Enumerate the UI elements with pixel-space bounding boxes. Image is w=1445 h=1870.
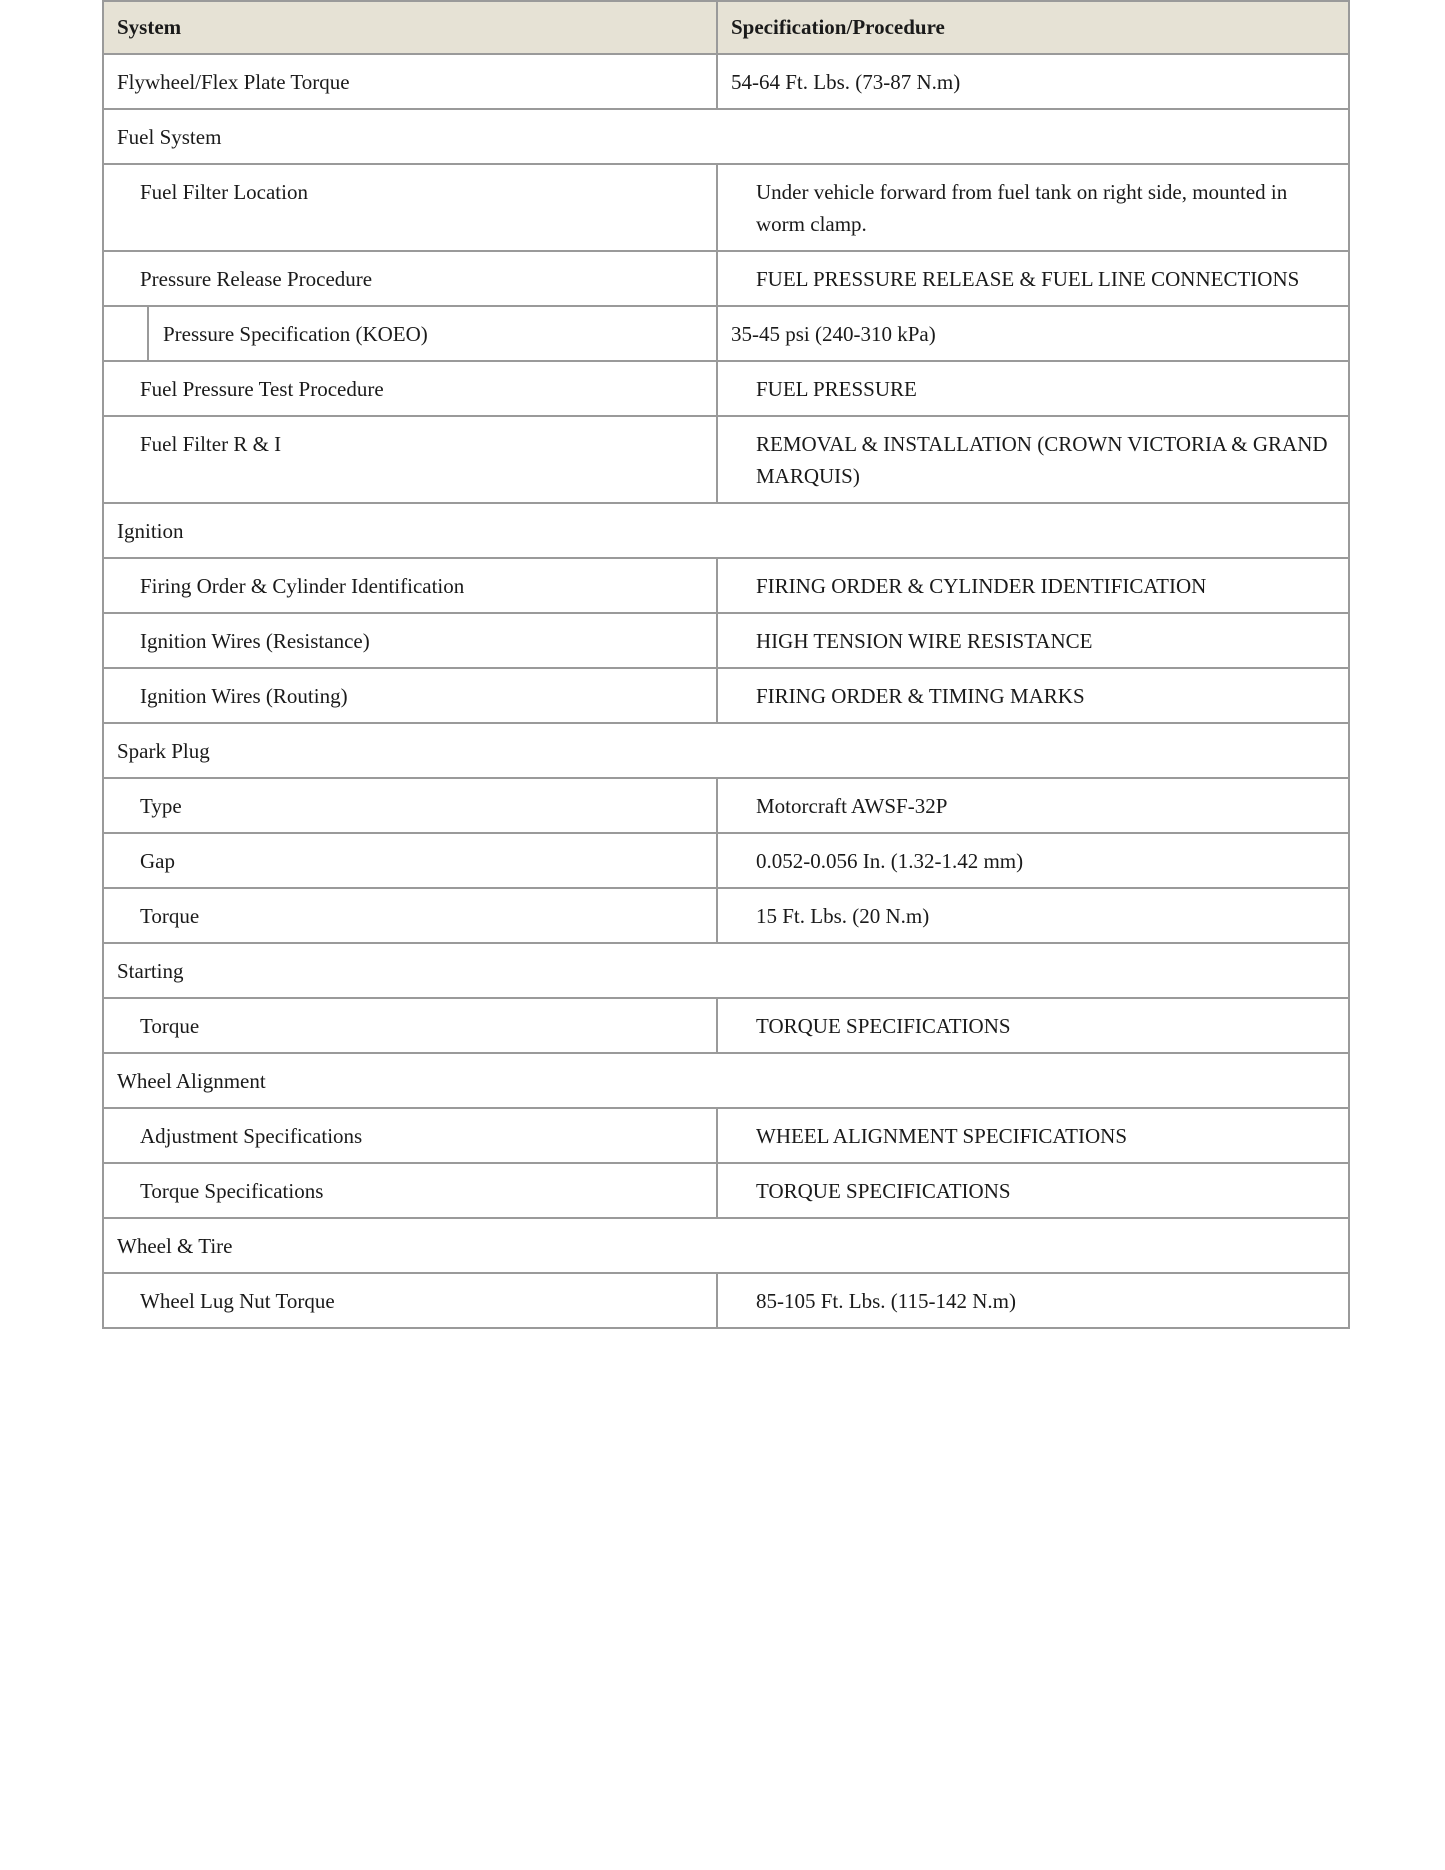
specification-cell: FIRING ORDER & TIMING MARKS — [717, 668, 1349, 723]
group-label: Spark Plug — [103, 723, 1349, 778]
group-row — [103, 109, 1349, 164]
table-row — [103, 668, 1349, 723]
system-cell: Fuel Filter Location — [103, 164, 717, 251]
specification-cell: 54-64 Ft. Lbs. (73-87 N.m) — [717, 54, 1349, 109]
group-row — [103, 943, 1349, 998]
table-row — [103, 888, 1349, 943]
system-cell: Adjustment Specifications — [103, 1108, 717, 1163]
group-label: Fuel System — [103, 109, 1349, 164]
indent-spacer — [104, 307, 149, 360]
group-label: Ignition — [103, 503, 1349, 558]
system-cell — [103, 306, 717, 361]
table-row — [103, 306, 1349, 361]
table-row — [103, 361, 1349, 416]
specification-cell: FUEL PRESSURE — [717, 361, 1349, 416]
group-label: Wheel & Tire — [103, 1218, 1349, 1273]
table-row — [103, 1108, 1349, 1163]
table-row — [103, 833, 1349, 888]
specification-cell: 35-45 psi (240-310 kPa) — [717, 306, 1349, 361]
group-label: Wheel Alignment — [103, 1053, 1349, 1108]
system-cell: Fuel Filter R & I — [103, 416, 717, 503]
specification-cell: 15 Ft. Lbs. (20 N.m) — [717, 888, 1349, 943]
table-row — [103, 558, 1349, 613]
table-row — [103, 416, 1349, 503]
system-cell: Torque — [103, 998, 717, 1053]
table-row — [103, 1273, 1349, 1328]
system-cell: Pressure Release Procedure — [103, 251, 717, 306]
system-cell: Wheel Lug Nut Torque — [103, 1273, 717, 1328]
system-cell: Torque — [103, 888, 717, 943]
specification-cell: REMOVAL & INSTALLATION (CROWN VICTORIA & GRAND MARQUIS) — [717, 416, 1349, 503]
specification-table — [102, 0, 1350, 1329]
group-label: Starting — [103, 943, 1349, 998]
specification-cell: HIGH TENSION WIRE RESISTANCE — [717, 613, 1349, 668]
header-system: System — [103, 1, 717, 54]
table-row — [103, 164, 1349, 251]
table-row — [103, 54, 1349, 109]
system-cell: Fuel Pressure Test Procedure — [103, 361, 717, 416]
specification-cell: Motorcraft AWSF-32P — [717, 778, 1349, 833]
table-body — [103, 54, 1349, 1328]
specification-cell: FUEL PRESSURE RELEASE & FUEL LINE CONNECTIONS — [717, 251, 1349, 306]
table-header — [103, 1, 1349, 54]
specification-cell: TORQUE SPECIFICATIONS — [717, 998, 1349, 1053]
system-cell: Type — [103, 778, 717, 833]
header-specification: Specification/Procedure — [717, 1, 1349, 54]
table-row — [103, 998, 1349, 1053]
specification-cell: 85-105 Ft. Lbs. (115-142 N.m) — [717, 1273, 1349, 1328]
group-row — [103, 1218, 1349, 1273]
specification-cell: WHEEL ALIGNMENT SPECIFICATIONS — [717, 1108, 1349, 1163]
nested-indent — [104, 307, 716, 360]
table-row — [103, 251, 1349, 306]
system-cell: Torque Specifications — [103, 1163, 717, 1218]
table-row — [103, 778, 1349, 833]
system-cell: Ignition Wires (Routing) — [103, 668, 717, 723]
specification-cell: Under vehicle forward from fuel tank on right side, mounted in worm clamp. — [717, 164, 1349, 251]
table-row — [103, 1163, 1349, 1218]
group-row — [103, 723, 1349, 778]
specification-cell: TORQUE SPECIFICATIONS — [717, 1163, 1349, 1218]
group-row — [103, 503, 1349, 558]
system-label: Pressure Specification (KOEO) — [163, 322, 428, 346]
specification-cell: FIRING ORDER & CYLINDER IDENTIFICATION — [717, 558, 1349, 613]
header-row — [103, 1, 1349, 54]
specification-cell: 0.052-0.056 In. (1.32-1.42 mm) — [717, 833, 1349, 888]
system-cell: Ignition Wires (Resistance) — [103, 613, 717, 668]
table-row — [103, 613, 1349, 668]
group-row — [103, 1053, 1349, 1108]
system-cell: Gap — [103, 833, 717, 888]
system-cell: Firing Order & Cylinder Identification — [103, 558, 717, 613]
system-cell: Flywheel/Flex Plate Torque — [103, 54, 717, 109]
